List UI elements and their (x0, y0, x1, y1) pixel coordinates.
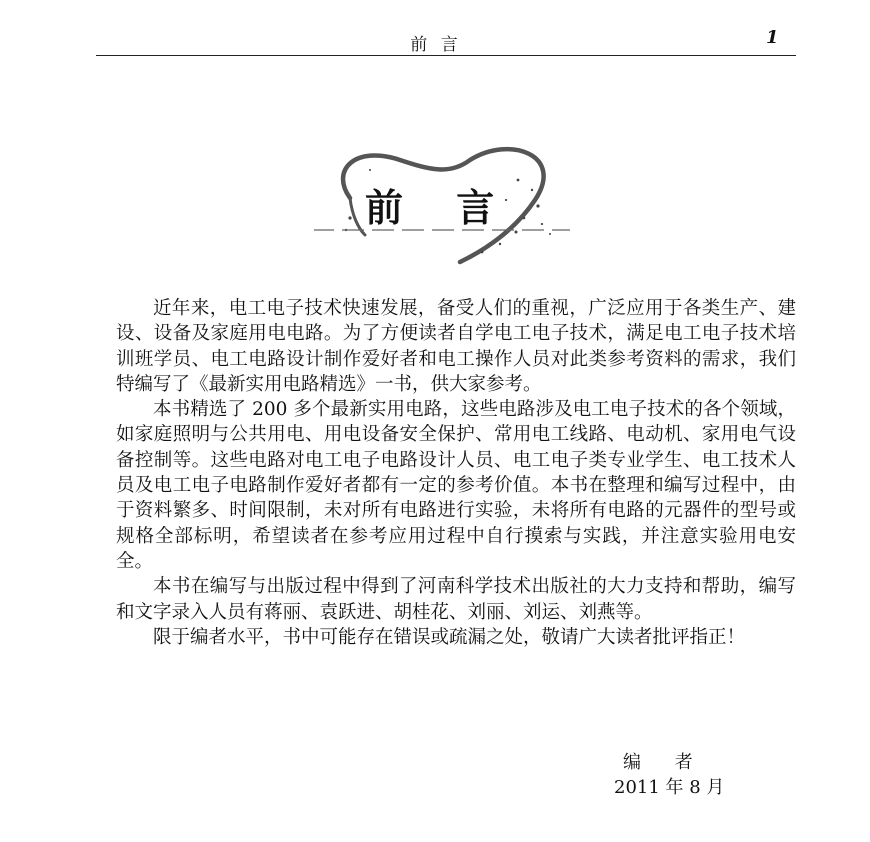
paragraph-2: 本书精选了 200 多个最新实用电路，这些电路涉及电工电子技术的各个领域，如家庭照明与公共用电、用电设备安全保护、常用电工线路、电动机、家用电气设备控制等。这些电路对电工电子电路设计人员、电工电子类专业学生、电工技术人员及电工电子电路制作爱好者都有一定的参考价值。本书在整理和编写过程中，由于资料繁多、时间限制，未对所有电路进行实验，未将所有电路的元器件的型号或规格全部标明，希望读者在参考应用过程中自行摸索与实践，并注意实验用电安全。 (116, 399, 796, 572)
signature-date: 2011 年 8 月 (614, 777, 725, 798)
preface-body (116, 296, 796, 650)
header-rule (96, 55, 796, 56)
emblem-title: 前 言 (365, 186, 515, 230)
page-number: 1 (766, 27, 779, 48)
paragraph-1: 近年来，电工电子技术快速发展，备受人们的重视，广泛应用于各类生产、建设、设备及家庭用电电路。为了方便读者自学电工电子技术，满足电工电子技术培训班学员、电工电路设计制作爱好者和电工操作人员对此类参考资料的需求，我们特编写了《最新实用电路精选》一书，供大家参考。 (116, 298, 796, 395)
signature-role: 编 者 (623, 752, 707, 773)
running-header-title: 前 言 (410, 35, 462, 55)
paragraph-4: 限于编者水平，书中可能存在错误或疏漏之处，敬请广大读者批评指正！ (153, 626, 746, 648)
paragraph-3: 本书在编写与出版过程中得到了河南科学技术出版社的大力支持和帮助，编写和文字录入人员有蒋丽、袁跃进、胡桂花、刘丽、刘运、刘燕等。 (116, 576, 796, 623)
